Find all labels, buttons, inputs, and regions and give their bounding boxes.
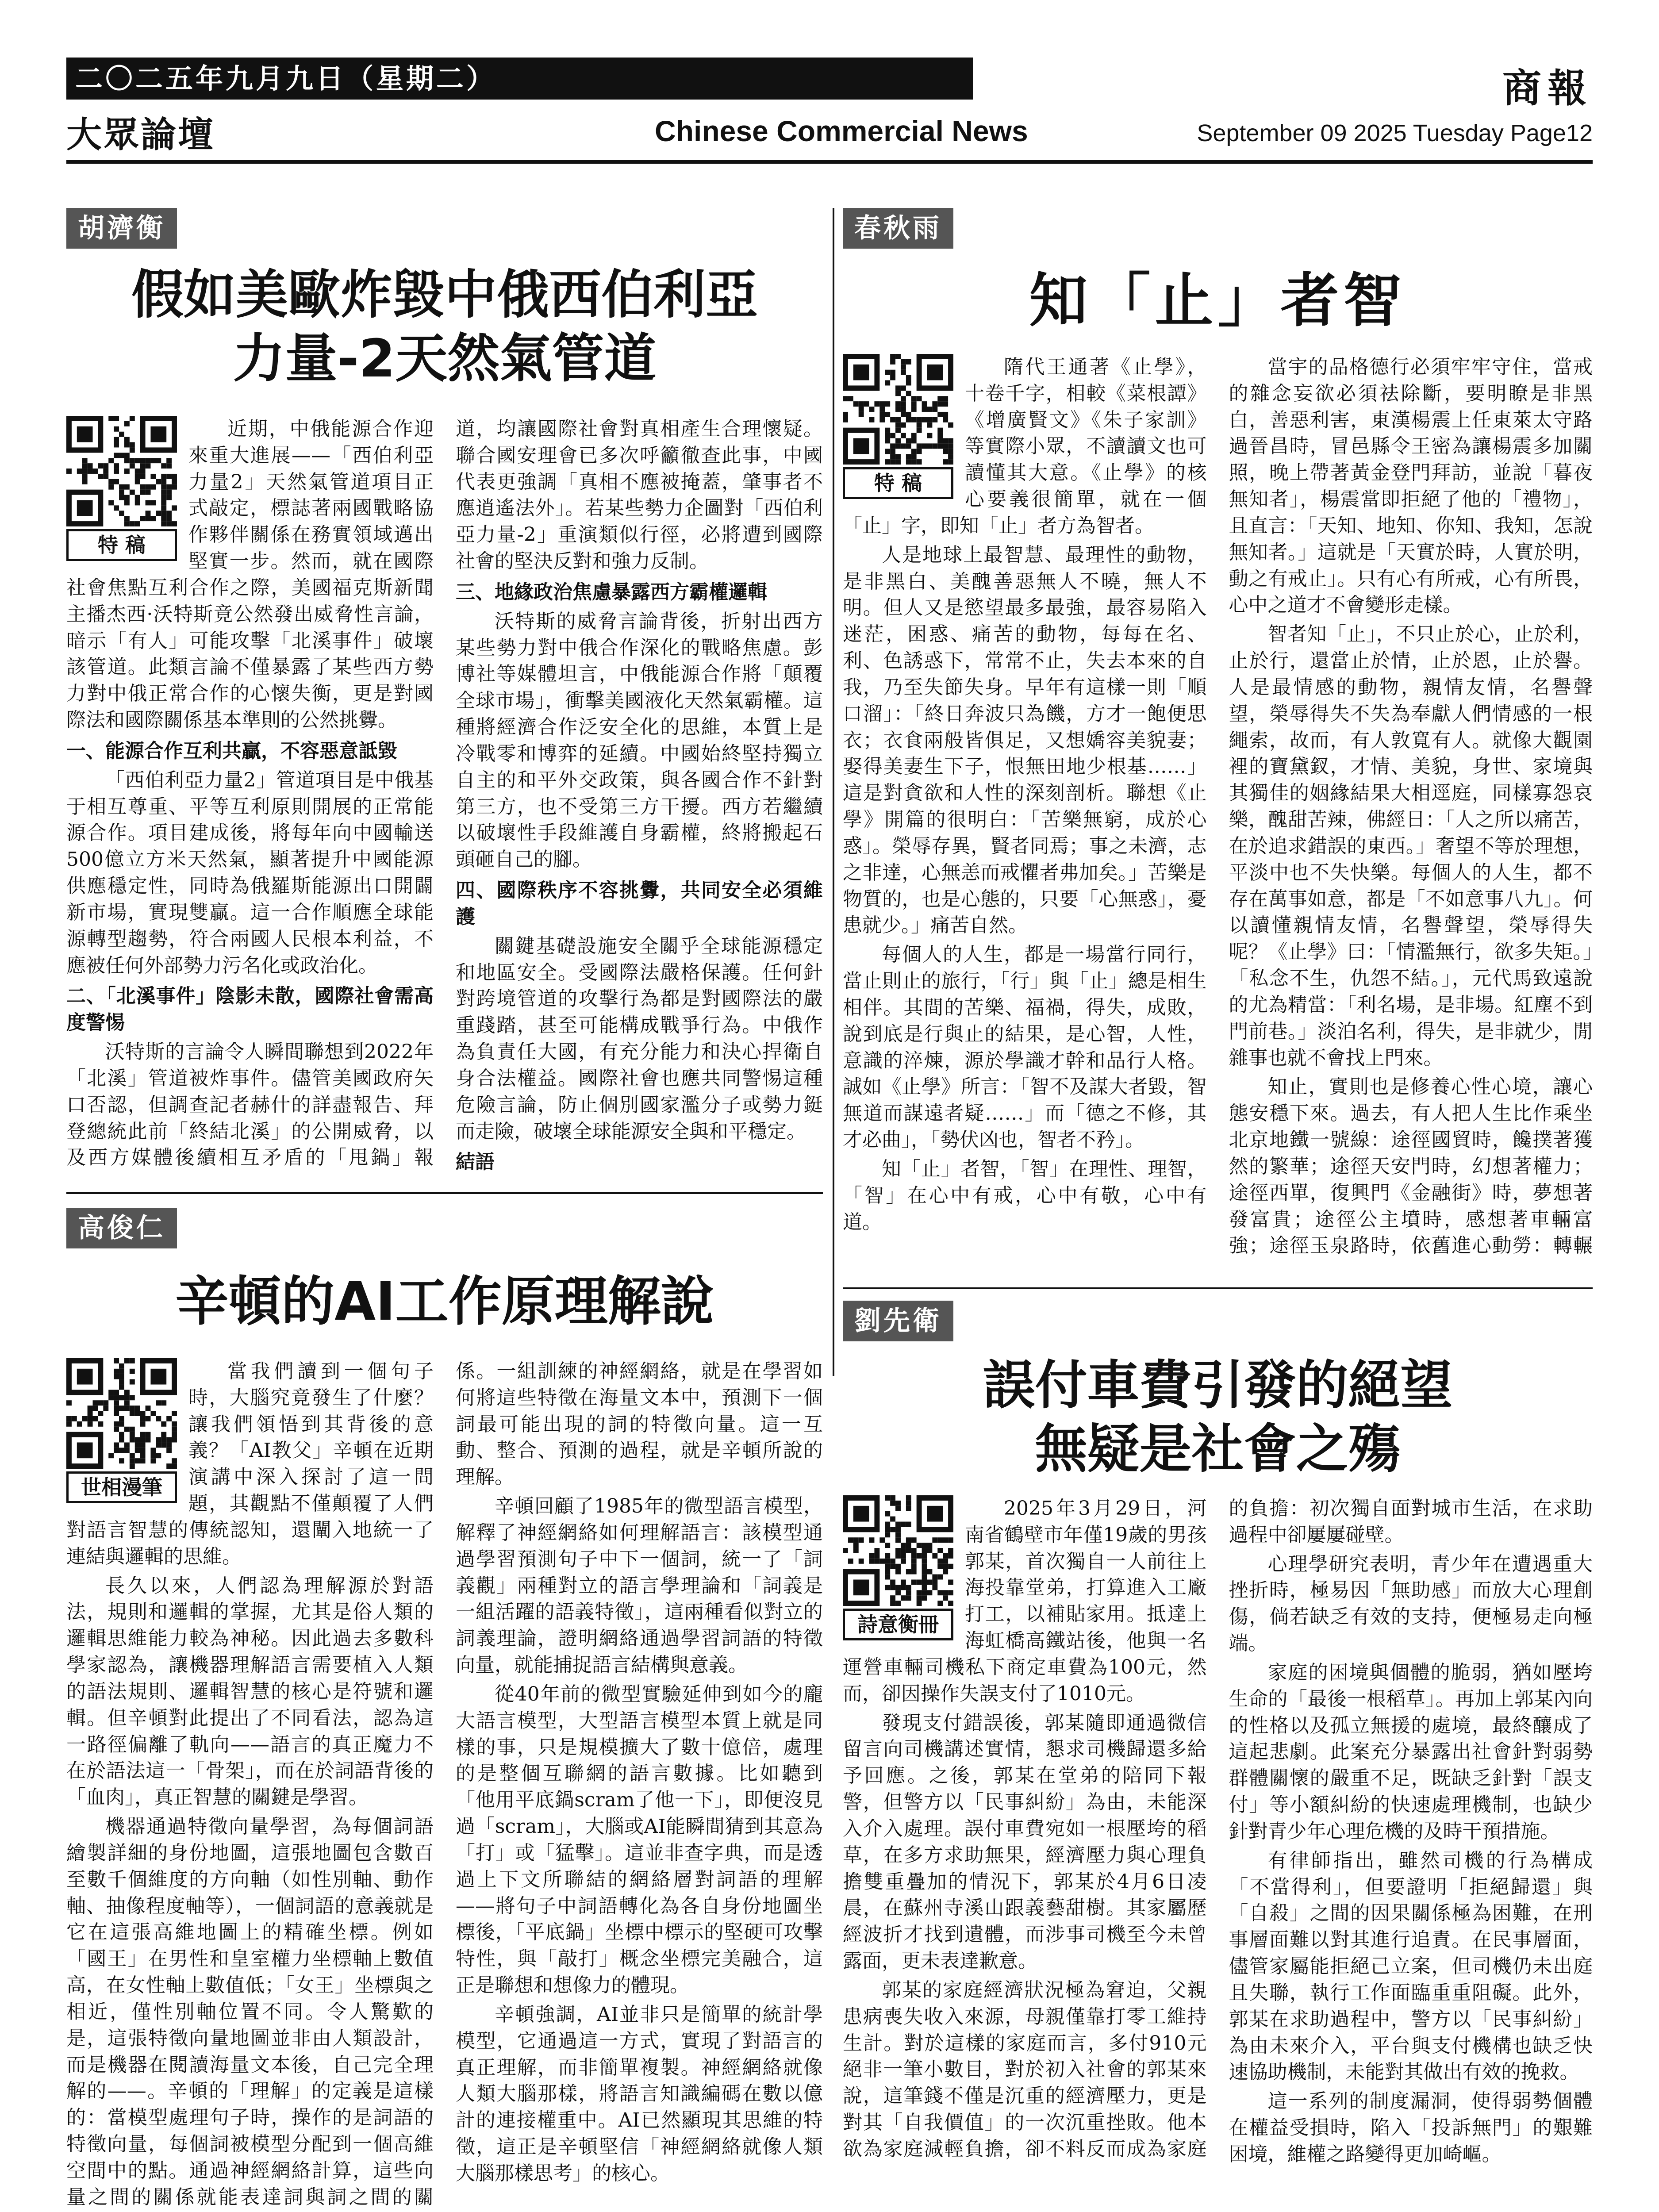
section-subheading: 二、「北溪事件」陰影未散，國際社會需高度警惕 [66, 985, 434, 1034]
paragraph: 機器通過特徵向量學習，為每個詞語繪製詳細的身份地圖，這張地圖包含數百至數千個維度的方向軸（如性別軸、動作軸、抽像程度軸等），一個詞語的意義就是它在這張高維地圖上的精確坐標。例如「國王」在男性和皇室權力坐標軸上數值高，在女性軸上數值低；「女王」坐標與之相近，僅性別軸位置不同。令人驚歎的是，這張特徵向量地圖並非由人類設計，而是機器在閱讀海量文本後，自己完全理解的——。辛頓的「理解」的定義是這樣的：當模型處理句子時，操作的是詞語的特徵向量，每個詞被模型分配到一個高維空間中的點。通過神經網絡計算，這些向量之間的關係就能表達詞與詞之間的關係。一組訓練的神經網絡，就是在學習如何將這些特徵在海量文本中，預測下一個詞最可能出現的詞的特徵向量。這一互動、整合、預測的過程，就是辛頓所說的理解。 [66, 1360, 823, 2208]
article-headline: 辛頓的AI工作原理解說 [175, 1271, 714, 1333]
paragraph: 郭某的家庭經濟狀況極為窘迫，父親患病喪失收入來源，母親僅靠打零工維持生計。對於這樣的家庭而言，多付910元絕非一筆小數目，對於初入社會的郭某來說，這筆錢不僅是沉重的經濟壓力，更是對其「自我價值」的一次沉重挫敗。他本欲為家庭減輕負擔，卻不料反而成為家庭的負擔：初次獨自面對城市生活，在求助過程中卻屢屢碰壁。 [843, 1497, 1593, 2160]
article-qr-block [843, 1495, 953, 1640]
article-hu-jiheng [66, 208, 823, 1181]
column-title: 大眾論壇 [66, 114, 215, 155]
paragraph: 心理學研究表明，青少年在遭遇重大挫折時，極易因「無助感」而放大心理創傷，倘若缺乏有效的支持，便極易走向極端。 [1229, 1552, 1593, 1655]
qr-code[interactable] [66, 1358, 177, 1469]
qr-caption: 特 稿 [843, 467, 953, 499]
section-divider [843, 1287, 1593, 1289]
paragraph: 當我們讀到一個句子時，大腦究竟發生了什麼？讓我們領悟到其背後的意義？「AI教父」辛頓在近期演講中深入探討了這一問題，其觀點不僅顛覆了人們對語言智慧的傳統認知，還闡入地統一了連結與邏輯的思維。 [66, 1360, 434, 1568]
paragraph: 家庭的困境與個體的脆弱，猶如壓垮生命的「最後一根稻草」。再加上郭某內向的性格以及孤立無援的處境，最終釀成了這起悲劇。此案充分暴露出社會針對弱勢群體關懷的嚴重不足，既缺乏針對「誤支付」等小額糾紛的快速處理機制，也缺少針對青少年心理危機的及時干預措施。 [1229, 1661, 1593, 1843]
qr-code[interactable] [66, 416, 177, 526]
paragraph: 辛頓回顧了1985年的微型語言模型，解釋了神經網絡如何理解語言：該模型通過學習預測句子中下一個詞，統一了「詞義觀」兩種對立的語言學理論和「詞義是一組活躍的語義特徵」，這兩種看似對立的詞義理論，證明網絡通過學習詞語的特徵向量，就能捕捉語言結構與意義。 [456, 1495, 823, 1677]
masthead-rule [66, 160, 1593, 164]
paragraph: 沃特斯的言論令人瞬間聯想到2022年「北溪」管道被炸事件。儘管美國政府矢口否認，但調查記者赫什的詳盡報告、拜登總統此前「終結北溪」的公開威脅，以及西方媒體後續相互矛盾的「甩鍋」報道，均讓國際社會對真相產生合理懷疑。聯合國安理會已多次呼籲徹查此事，中國代表更強調「真相不應被掩蓋，肇事者不應逍遙法外」。若某些勢力企圖對「西伯利亞力量-2」重演類似行徑，必將遭到國際社會的堅決反對和強力反制。 [66, 418, 823, 1169]
section-subheading: 一、能源合作互利共贏，不容惡意詆毀 [66, 739, 397, 762]
article-liu-xianwei [843, 1301, 1593, 2212]
qr-caption: 詩意衡冊 [843, 1609, 953, 1640]
qr-caption: 特 稿 [66, 529, 177, 561]
paper-logo: 商報 [1502, 65, 1593, 111]
section-subheading: 三、地緣政治焦慮暴露西方霸權邏輯 [456, 580, 767, 603]
paragraph: 長久以來，人們認為理解源於對語法，規則和邏輯的掌握，尤其是俗人類的邏輯思維能力較為神秘。因此過去多數科學家認為，讓機器理解語言需要植入人類的語法規則、邏輯智慧的核心是符號和邏輯。但辛頓對此提出了不同看法，認為這一路徑偏離了軌向——語言的真正魔力不在於語法這一「骨架」，而在於詞語背後的「血肉」，真正智慧的關鍵是學習。 [66, 1574, 434, 1809]
paragraph: 近期，中俄能源合作迎來重大進展——「西伯利亞力量2」天然氣管道項目正式敲定，標誌著兩國戰略協作夥伴關係在務實領域邁出堅實一步。然而，就在國際社會焦點互利合作之際，美國福克斯新聞主播杰西·沃特斯竟公然發出威脅性言論，暗示「有人」可能攻擊「北溪事件」破壞該管道。此類言論不僅暴露了某些西方勢力對中俄正常合作的心懷失衡，更是對國際法和國際關係基本準則的公然挑釁。 [66, 418, 434, 732]
author-tab: 劉先衛 [843, 1301, 953, 1341]
paragraph: 有律師指出，雖然司機的行為構成「不當得利」，但要證明「拒絕歸還」與「自殺」之間的因果關係極為困難，在刑事層面難以對其進行追責。在民事層面，儘管家屬能拒絕己立案，但司機仍未出庭且失聯，執行工作面臨重重阻礙。此外，郭某在求助過程中，警方以「民事糾紛」為由未來介入，平台與支付機構也缺乏快速協助機制，未能對其做出有效的挽救。 [1229, 1849, 1593, 2084]
section-divider [66, 1192, 823, 1194]
paragraph: 人是地球上最智慧、最理性的動物，是非黑白、美醜善惡無人不曉，無人不明。但人又是慾望最多最強，最容易陷入迷茫，困惑、痛苦的動物，每每在名、利、色誘惑下，常常不止，失去本來的自我，乃至失節失身。早年有這樣一則「順口溜」：「終日奔波只為饑，方才一飽便思衣；衣食兩般皆俱足，又想嬌容美貌妻；娶得美妻生下子，恨無田地少根基……」這是對貪欲和人性的深刻剖析。聯想《止學》開篇的很明白：「苦樂無窮，成於心惑」。榮辱存異，賢者同焉；事之未濟，志之非達，心無恙而戒懼者弗加矣。」苦樂是物質的，也是心態的，只要「心無惑」，憂患就少。」痛苦自然。 [843, 543, 1207, 937]
paragraph: 這一系列的制度漏洞，使得弱勢個體在權益受損時，陷入「投訴無門」的艱難困境，維權之路變得更加崎嶇。 [1229, 2090, 1593, 2166]
headline-line-2: 無疑是社會之殤 [1035, 1418, 1401, 1479]
article-qr-block [66, 416, 177, 561]
paragraph: 知「止」者智，「智」在理性、理智，「智」在心中有戒，心中有敬，心中有道。 [843, 1157, 1207, 1233]
article-headline [843, 1354, 1593, 1481]
paragraph: 知止，實則也是修養心性心境，讓心態安穩下來。過去，有人把人生比作乘坐北京地鐵一號線：途徑國貿時，饞撲著獲然的繁華；途徑天安門時，幻想著權力；途徑西單，復興門《金融街》時，夢想著發富貴；途徑公主墳時，感想著車輛富強；途徑玉泉路時，依舊進心動勞：轉輾 [1229, 1075, 1593, 1257]
article-body [843, 354, 1593, 1270]
author-tab: 胡濟衡 [66, 208, 177, 249]
author-tab: 高俊仁 [66, 1208, 177, 1248]
article-headline: 知「止」者智 [1029, 267, 1406, 335]
article-gao-junren [66, 1208, 823, 2212]
paragraph: 2025年3月29日，河南省鶴壁市年僅19歲的男孩郭某，首次獨自一人前往上海投靠堂弟，打算進入工廠打工，以補貼家用。抵達上海虹橋高鐵站後，他與一名運營車輛司機私下商定車費為100元，然而，卻因操作失誤支付了1010元。 [843, 1497, 1207, 1705]
paragraph: 隋代王通著《止學》，十卷千字，相較《菜根譚》《增廣賢文》《朱子家訓》等實際小眾，不讀讀文也可讀懂其大意。《止學》的核心要義很簡單，就在一個「止」字，即知「止」者方為智者。 [843, 356, 1207, 537]
qr-code[interactable] [843, 354, 953, 465]
article-body [66, 416, 823, 1177]
paragraph: 關鍵基礎設施安全關乎全球能源穩定和地區安全。受國際法嚴格保護。任何針對跨境管道的攻擊行為都是對國際法的嚴重踐踏，甚至可能構成戰爭行為。中俄作為負責任大國，有充分能力和決心捍衛自身合法權益。國際社會也應共同警惕這種危險言論，防止個別國家濫分子或勢力鋌而走險，破壞全球能源安全與和平穩定。 [456, 934, 823, 1143]
column-divider [833, 208, 834, 1376]
paragraph: 從40年前的微型實驗延伸到如今的龐大語言模型，大型語言模型本質上就是同樣的事，只是規模擴大了數十億倍，處理的是整個互聯網的語言數據。比如聽到「他用平底鍋scram了他一下」，即便沒見過「scram」，大腦或AI能瞬間猜到其意為「打」或「猛擊」。這並非查字典，而是透過上下文所聯結的網絡層對詞語的理解——將句子中詞語轉化為各自身份地圖坐標後，「平底鍋」坐標中標示的堅硬可攻擊特性，與「敲打」概念坐標完美融合，這正是聯想和想像力的體現。 [456, 1682, 823, 1997]
article-body [66, 1358, 823, 2212]
paragraph: 智者知「止」，不只止於心，止於利，止於行，還當止於情，止於恩，止於譽。人是最情感的動物，親情友情，名譽聲望，榮辱得失不失為奉獻人們情感的一根繩索，故而，有人敦寬有人。就像大觀園裡的寶黛釵，才情、美貌，身世、家境與其獨佳的姻緣結果大相逕庭，同樣寡怨哀樂，醜甜苦辣，佛經日：「人之所以痛苦，在於追求錯誤的東西。」奢望不等於理想，平淡中也不失快樂。每個人的人生，都不存在萬事如意，都是「不如意事八九」。何以讀懂親情友情，名譽聲望，榮辱得失呢？《止學》曰：「情濫無行，欲多失矩。」「私念不生，仇怨不結。」，元代馬致遠說的尤為精當：「利名場，是非場。紅塵不到門前巷。」淡泊名利，得失，是非就少，閒雜事也就不會找上門來。 [1229, 623, 1593, 1069]
article-qr-block [66, 1358, 177, 1503]
article-qr-block [843, 354, 953, 499]
headline-line-2: 力量-2天然氣管道 [233, 327, 657, 389]
date-bar: 二〇二五年九月九日（星期二） [66, 58, 973, 100]
section-subheading: 四、國際秩序不容挑釁，共同安全必須維護 [456, 879, 823, 928]
paragraph: 當宇的品格德行必須牢牢守住，當戒的雜念妄欲必須祛除斷，要明瞭是非黑白，善惡利害，東漢楊震上任東萊太守路過晉昌時，冒邑縣令王密為讓楊震多加關照，晚上帶著黃金登門拜訪，並說「暮夜無知者」，楊震當即拒絕了他的「禮物」，且直言：「天知、地知、你知、我知，怎說無知者。」這就是「天實於時，人實於明，動之有戒止」。只有心有所戒，心有所畏，心中之道才不會變形走樣。 [1229, 356, 1593, 617]
paper-english-name: Chinese Commercial News [655, 115, 1028, 147]
article-chun-qiuyu [843, 208, 1593, 1274]
headline-line-1: 假如美歐炸毀中俄西伯利亞 [131, 264, 758, 325]
qr-caption: 世相漫筆 [66, 1471, 177, 1503]
issue-line: September 09 2025 Tuesday Page12 [1197, 120, 1593, 146]
article-body [843, 1495, 1593, 2208]
author-tab: 春秋雨 [843, 208, 953, 249]
section-subheading: 結語 [456, 1151, 495, 1174]
paragraph: 沃特斯的威脅言論背後，折射出西方某些勢力對中俄合作深化的戰略焦慮。彭博社等媒體坦言，中俄能源合作將「顛覆全球市場」，衝擊美國液化天然氣霸權。這種將經濟合作泛安全化的思維，本質上是冷戰零和博弈的延續。中國始終堅持獨立自主的和平外交政策，與各國合作不針對第三方，也不受第三方干擾。西方若繼續以破壞性手段維護自身霸權，終將搬起石頭砸自己的腳。 [456, 610, 823, 871]
headline-line-1: 誤付車費引發的絕望 [983, 1355, 1453, 1416]
article-headline [66, 263, 823, 391]
qr-code[interactable] [843, 1495, 953, 1606]
masthead [66, 58, 1593, 159]
paragraph: 「西伯利亞力量2」管道項目是中俄基于相互尊重、平等互利原則開展的正常能源合作。項目建成後，將每年向中國輸送500億立方米天然氣，顯著提升中國能源供應穩定性，同時為俄羅斯能源出口開闢新市場，實現雙贏。這一合作順應全球能源轉型趨勢，符合兩國人民根本利益，不應被任何外部勢力污名化或政治化。 [66, 768, 434, 977]
paragraph: 每個人的人生，都是一場當行同行，當止則止的旅行，「行」與「止」總是相生相伴。其間的苦樂、福禍，得失，成敗，說到底是行與止的結果，是心智，人性，意識的淬煉，源於學識才幹和品行人格。誠如《止學》所言：「智不及謀大者毀，智無道而謀遠者疑……」而「德之不修，其才必曲」，「勢伏凶也，智者不矜」。 [843, 943, 1207, 1152]
paragraph: 發現支付錯誤後，郭某隨即通過微信留言向司機講述實情，懇求司機歸還多給予回應。之後，郭某在堂弟的陪同下報警，但警方以「民事糾紛」為由，未能深入介入處理。誤付車費宛如一根壓垮的稻草，在多方求助無果，經濟壓力與心理負擔雙重疊加的情況下，郭某於4月6日凌晨，在蘇州寺溪山跟義藝甜樹。其家屬歷經波折才找到遺體，而涉事司機至今未曾露面，更未表達歉意。 [843, 1711, 1207, 1973]
paragraph: 辛頓強調，AI並非只是簡單的統計學模型，它通過這一方式，實現了對語言的真正理解，而非簡單複製。神經網絡就像人類大腦那樣，將語言知識編碼在數以億計的連接權重中。AI已然顯現其思維的特徵，這正是辛頓堅信「神經網絡就像人類大腦那樣思考」的核心。 [456, 2003, 823, 2185]
